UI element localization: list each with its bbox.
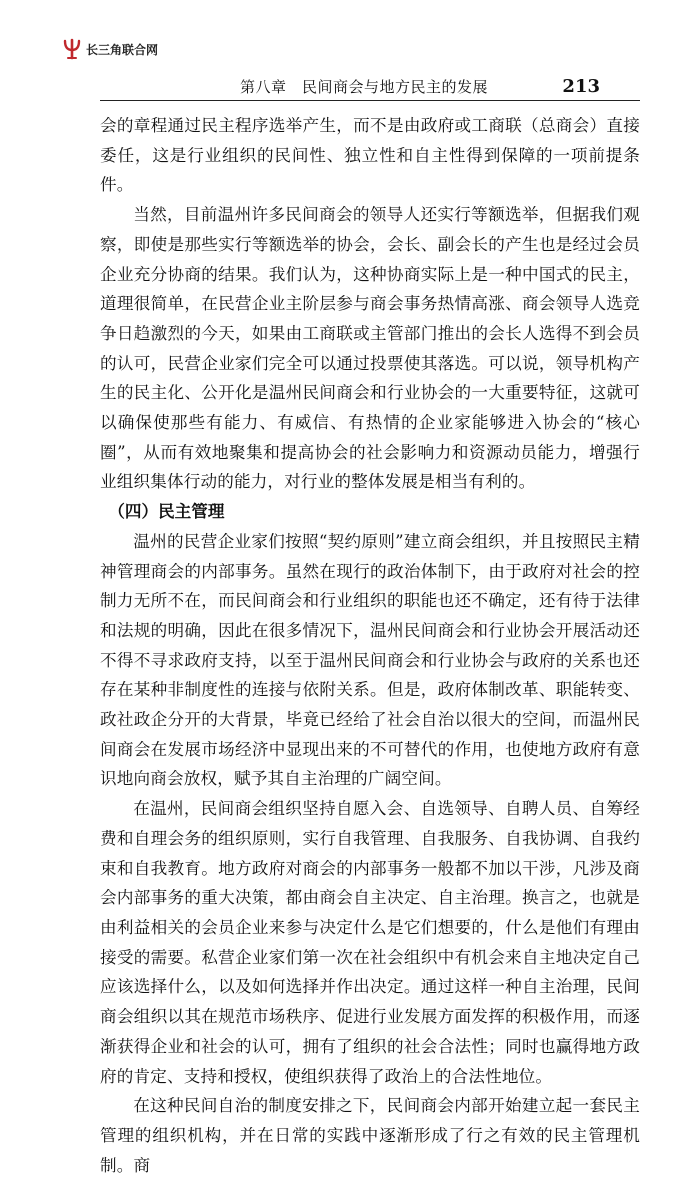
- section-heading: （四）民主管理: [108, 501, 225, 522]
- paragraph: 在温州，民间商会组织坚持自愿入会、自选领导、自聘人员、自筹经费和自理会务的组织原则，实行自我管理、自我服务、自我协调、自我约束和自我教育。地方政府对商会的内部事务一般都不加以干涉，凡涉及商会内部事务的重大决策，都由商会自主决定、自主治理。换言之，也就是由利益相关的会员企业来参与决定什么是它们想要的，什么是他们有理由接受的需要。私营企业家们第一次在社会组织中有机会来自主地决定自己应该选择什么，以及如何选择并作出决定。通过这样一种自主治理，民间商会组织以其在规范市场秩序、促进行业发展方面发挥的积极作用，而逐渐获得企业和社会的认可，拥有了组织的社会合法性；同时也赢得地方政府的肯定、支持和授权，使组织获得了政治上的合法性地位。: [100, 799, 640, 1086]
- psi-logo-icon: [62, 38, 82, 60]
- paragraph-continued: 会的章程通过民主程序选举产生，而不是由政府或工商联（总商会）直接委任，这是行业组织的民间性、独立性和自主性得到保障的一项前提条件。: [100, 116, 640, 195]
- page-body: [100, 111, 640, 1180]
- paragraph: 在这种民间自治的制度安排之下，民间商会内部开始建立起一套民主管理的组织机构，并在日常的实践中逐渐形成了行之有效的民主管理机制。商: [100, 1096, 640, 1175]
- logo-text: 长三角联合网: [86, 42, 159, 57]
- paragraph: 当然，目前温州许多民间商会的领导人还实行等额选举，但据我们观察，即使是那些实行等额选举的协会，会长、副会长的产生也是经过会员企业充分协商的结果。我们认为，这种协商实际上是一种中国式的民主，道理很简单，在民营企业主阶层参与商会事务热情高涨、商会领导人选竞争日趋激烈的今天，如果由工商联或主管部门推出的会长人选得不到会员的认可，民营企业家们完全可以通过投票使其落选。可以说，领导机构产生的民主化、公开化是温州民间商会和行业协会的一大重要特征，这就可以确保使那些有能力、有威信、有热情的企业家能够进入协会的“核心圈”，从而有效地聚集和提高协会的社会影响力和资源动员能力，增强行业组织集体行动的能力，对行业的整体发展是相当有利的。: [100, 205, 640, 492]
- header-rule: [100, 100, 640, 101]
- page-number: 213: [562, 76, 600, 97]
- site-logo: [62, 38, 158, 60]
- chapter-title: 第八章 民间商会与地方民主的发展: [240, 78, 489, 96]
- paragraph: 温州的民营企业家们按照“契约原则”建立商会组织，并且按照民主精神管理商会的内部事务。虽然在现行的政治体制下，由于政府对社会的控制力无所不在，而民间商会和行业组织的职能也还不确定，还有待于法律和法规的明确，因此在很多情况下，温州民间商会和行业协会开展活动还不得不寻求政府支持，以至于温州民间商会和行业协会与政府的关系也还存在某种非制度性的连接与依附关系。但是，政府体制改革、职能转变、政社政企分开的大背景，毕竟已经给了社会自治以很大的空间，而温州民间商会在发展市场经济中显现出来的不可替代的作用，也使地方政府有意识地向商会放权，赋予其自主治理的广阔空间。: [100, 531, 640, 789]
- running-head: [100, 76, 640, 97]
